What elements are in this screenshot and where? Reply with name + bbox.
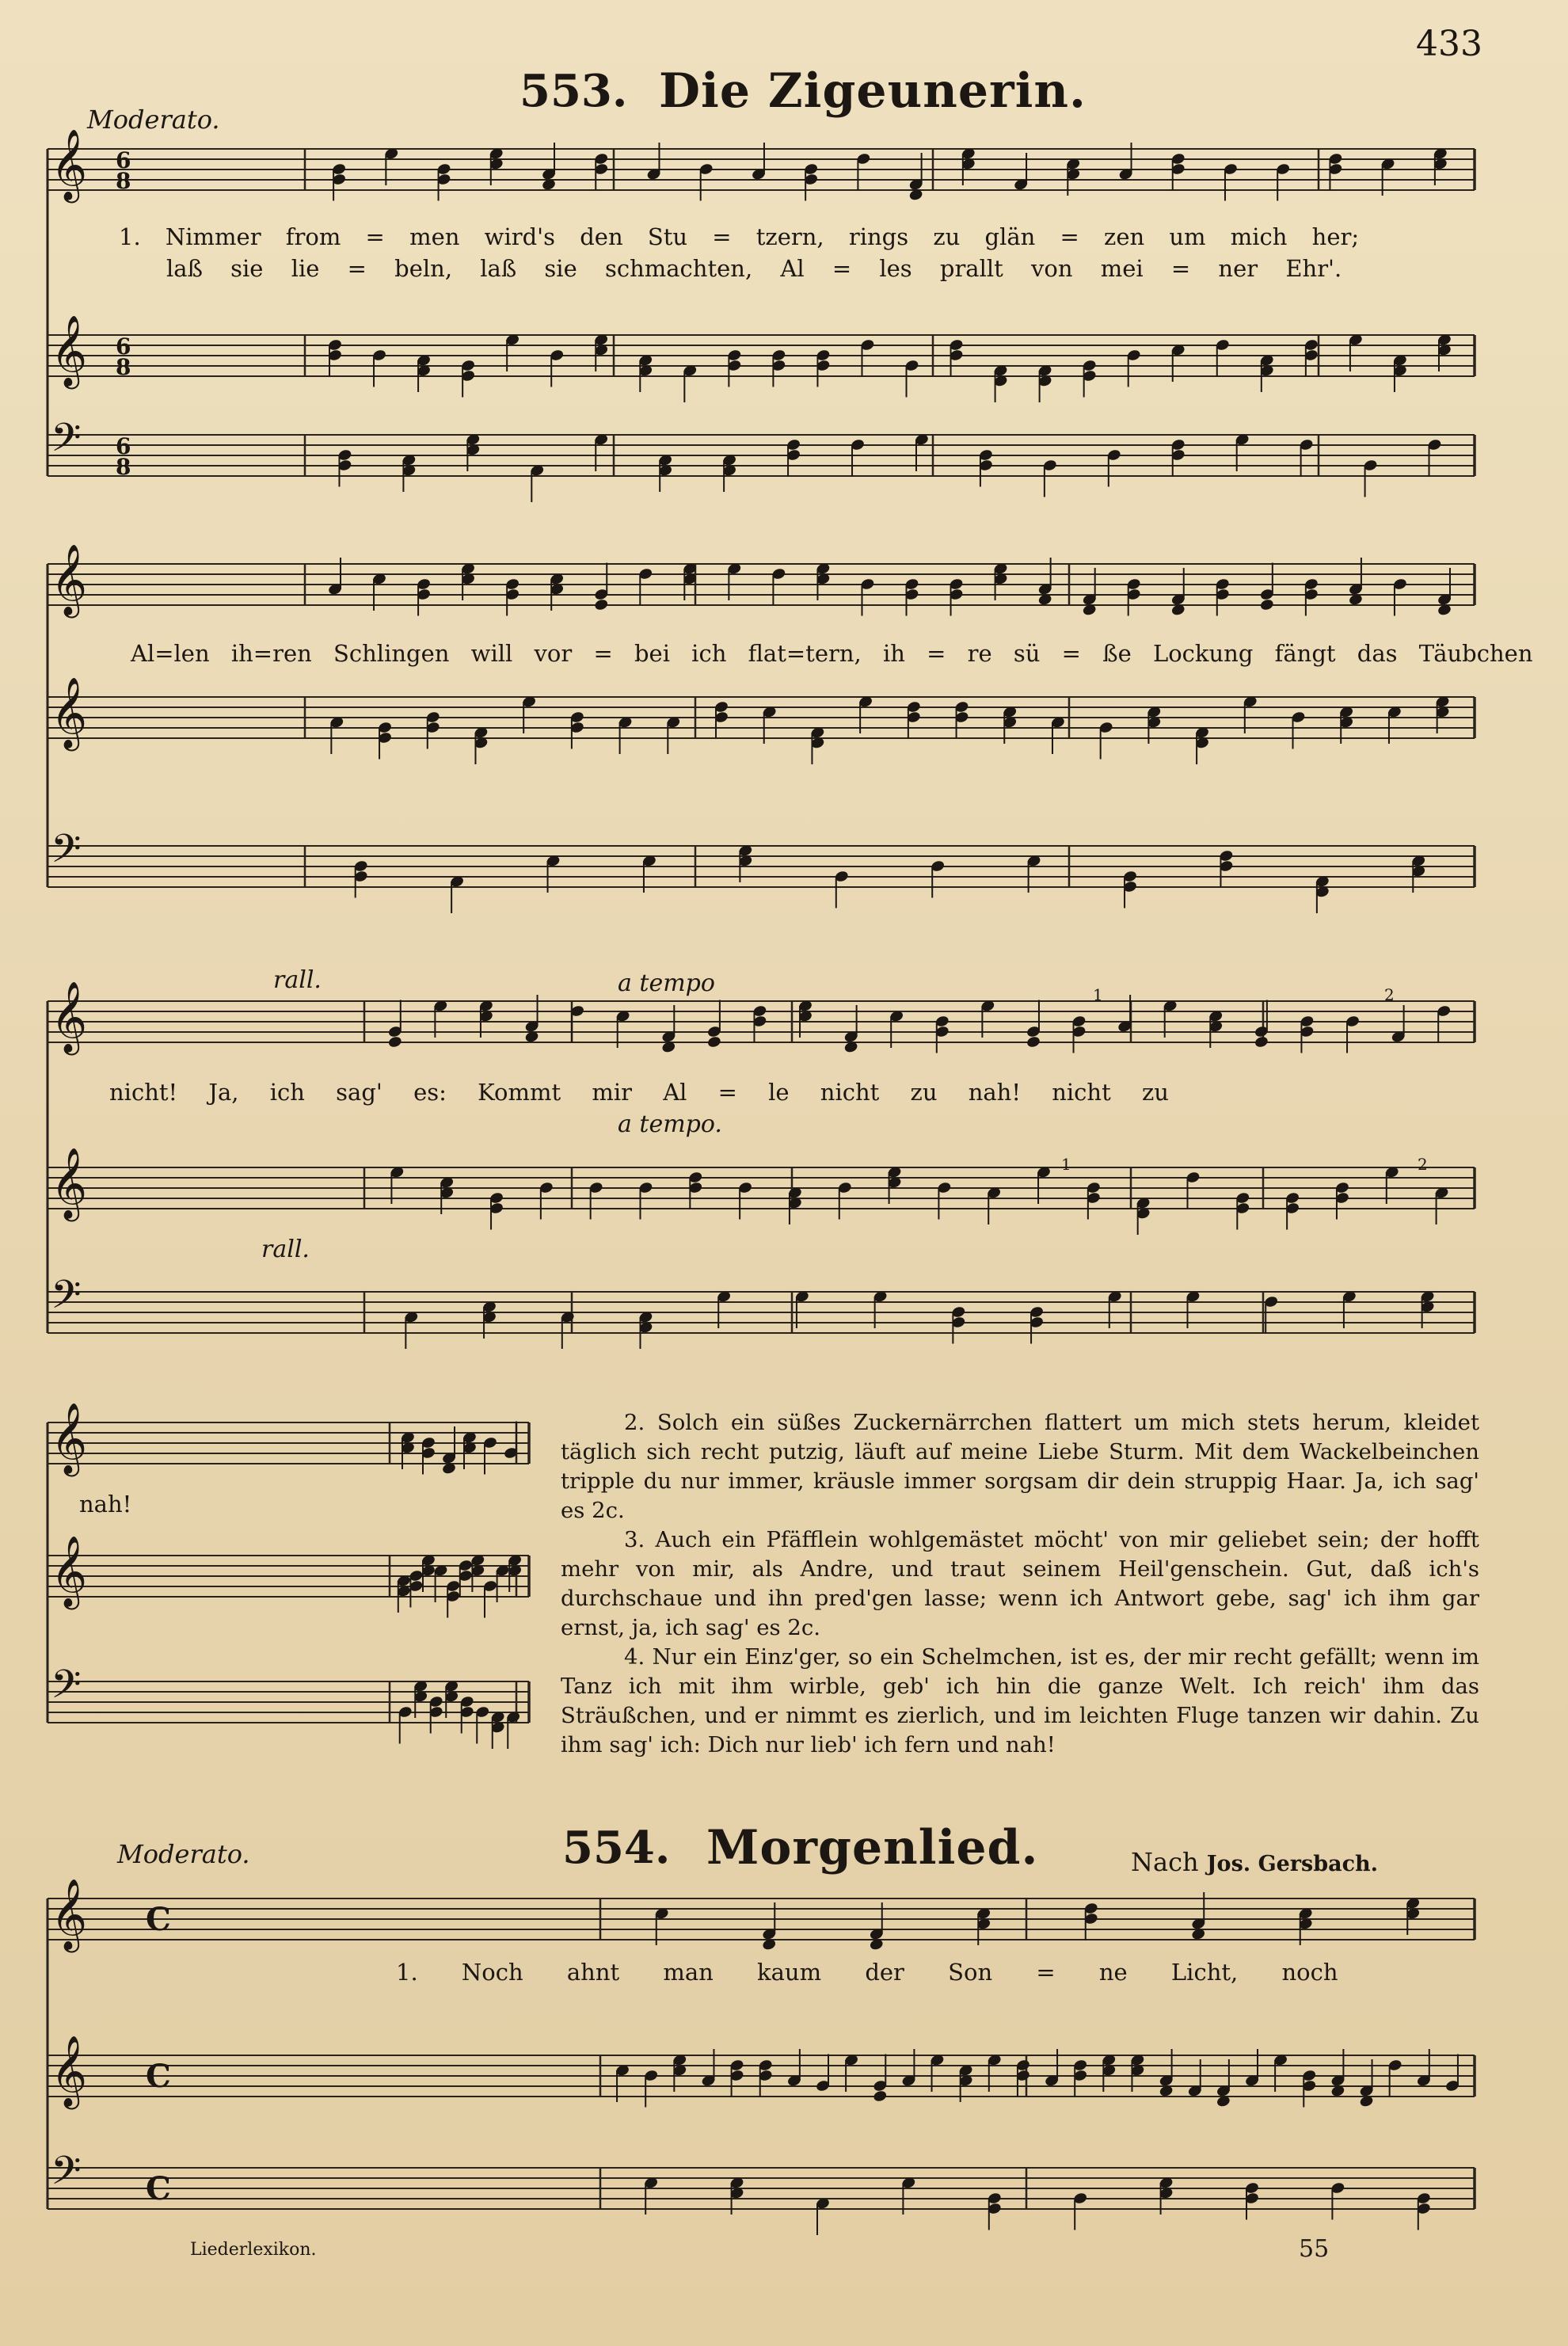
lyrics-text: 1. Nimmer from = men wird's den Stu = tzern, rings zu glän = zen um mich her; — [119, 223, 1360, 250]
song-title-553: Die Zigeunerin. — [659, 63, 1087, 119]
treble-clef-icon: 𝄞 — [51, 1403, 88, 1474]
time-sig-bottom: 8 — [116, 354, 131, 380]
bass-clef-icon: 𝄢 — [51, 1662, 82, 1717]
system-553-4-notes-2 — [398, 1680, 520, 1749]
note-head — [1254, 1036, 1269, 1048]
note-head — [594, 599, 608, 611]
time-sig-bottom: 8 — [116, 168, 131, 194]
verse-2: 2. Solch ein süßes Zuckernärrchen flattert um mich stets herum, kleidet täglich sich recht putzig, läuft auf meine Liebe Sturm. Mit dem Wackelbeinchen tripple du nur immer, kräusle immer sorgsam dir dein struppig Haar. Ja, ich sag' es 2c. — [561, 1410, 1479, 1523]
system-553-2-notes-0 — [328, 558, 1452, 616]
lyrics-553-line3 — [109, 1079, 1169, 1106]
system-553-2-staff-1 — [48, 697, 1475, 738]
common-time-icon: C — [146, 1901, 171, 1938]
system-554-1-staff-2 — [48, 2168, 1475, 2209]
lyrics-text: laß sie lie = beln, laß sie schmachten, Al = les prallt von mei = ner Ehr'. — [166, 255, 1342, 282]
rall-direction-piano: rall. — [261, 1236, 310, 1263]
system-553-4-notes-0 — [401, 1422, 518, 1475]
time-sig-top: 6 — [116, 333, 131, 360]
bass-clef-icon: 𝄢 — [51, 826, 82, 882]
verses-553 — [561, 1408, 1479, 1760]
volta-2-label: 2 — [1384, 985, 1395, 1004]
composer-name: Jos. Gersbach. — [1206, 1852, 1379, 1876]
system-553-1-notes-1 — [328, 333, 1452, 402]
song-number-553: 553. — [519, 65, 628, 117]
treble-clef-icon: 𝄞 — [51, 677, 88, 748]
system-553-2-notes-1 — [329, 695, 1449, 764]
system-553-4-staff-1 — [48, 1556, 529, 1597]
common-time-icon: C — [146, 2170, 171, 2207]
footer-signature: 55 — [1299, 2235, 1330, 2263]
lyrics-553-line4 — [79, 1491, 131, 1518]
system-553-1-notes-2 — [338, 433, 1442, 502]
song-number-554: 554. — [562, 1822, 671, 1874]
volta-1-label: 1 — [1093, 985, 1103, 1004]
treble-clef-icon: 𝄞 — [51, 315, 88, 387]
song-title-554: Morgenlied. — [706, 1820, 1039, 1876]
note-head — [1260, 599, 1274, 611]
a-tempo-direction-piano: a tempo. — [618, 1110, 722, 1138]
lyrics-553-line2 — [131, 640, 1533, 667]
composer-prefix: Nach — [1131, 1847, 1199, 1877]
bass-clef-icon: 𝄢 — [51, 1272, 82, 1327]
note-head — [707, 1036, 721, 1048]
time-sig-top: 6 — [116, 433, 131, 459]
system-553-3-notes-1 — [390, 1166, 1448, 1235]
system-553-1-staff-1 — [48, 335, 1475, 376]
system-553-4-staff-0 — [48, 1422, 529, 1464]
verse-3: 3. Auch ein Pfäfflein wohlgemästet möcht' von mir geliebet sein; der hofft mehr von mir, als Andre, und traut seinem Heil'genschein. Gut, daß ich's durchschaue und ihn pred'gen lasse; wenn ich Antwort gebe, sag' ich ihm gar ernst, ja, ich sag' es 2c. — [561, 1527, 1479, 1640]
system-553-3-staff-2 — [48, 1292, 1475, 1333]
lyrics-554 — [396, 1959, 1338, 1986]
treble-clef-icon: 𝄞 — [51, 1879, 88, 1950]
lyrics-553-line1b — [166, 255, 1342, 282]
treble-clef-icon: 𝄞 — [51, 1536, 88, 1607]
footer-left: Liederlexikon. — [190, 2240, 317, 2260]
treble-clef-icon: 𝄞 — [51, 981, 88, 1053]
system-553-1-notes-0 — [332, 143, 1448, 201]
lyrics-text: Al=len ih=ren Schlingen will vor = bei ich flat=tern, ih = re sü = ße Lockung fängt das Täubchen — [131, 640, 1533, 667]
treble-clef-icon: 𝄞 — [51, 2036, 88, 2107]
system-554-1-staff-0 — [48, 1899, 1475, 1940]
note-head — [873, 2090, 887, 2102]
system-554-1-notes-0 — [655, 1892, 1420, 1951]
composer-credit — [1131, 1847, 1378, 1877]
common-time-icon: C — [146, 2058, 171, 2095]
lyrics-text: nah! — [79, 1491, 132, 1518]
system-553-2-staff-0 — [48, 564, 1475, 605]
time-sig-bottom: 8 — [116, 454, 131, 480]
treble-clef-icon: 𝄞 — [51, 544, 88, 615]
volta-1-label-piano: 1 — [1061, 1155, 1071, 1174]
a-tempo-direction-top: a tempo — [618, 969, 715, 997]
system-553-2-staff-2 — [48, 846, 1475, 887]
treble-clef-icon: 𝄞 — [51, 1148, 88, 1219]
note-head — [388, 1036, 402, 1048]
system-553-3-notes-2 — [404, 1290, 1434, 1349]
tempo-marking-553: Moderato. — [87, 105, 220, 135]
rall-direction-top: rall. — [273, 966, 322, 994]
bass-clef-icon: 𝄢 — [51, 2148, 82, 2203]
treble-clef-icon: 𝄞 — [51, 129, 88, 200]
system-553-3-staff-1 — [48, 1167, 1475, 1209]
page-number: 433 — [1416, 24, 1482, 64]
system-554-1-notes-2 — [644, 2177, 1430, 2235]
system-553-3-notes-0 — [388, 995, 1451, 1053]
system-554-1-notes-1 — [615, 2049, 1460, 2108]
tempo-marking-554: Moderato. — [117, 1839, 250, 1869]
lyrics-text: 1. Noch ahnt man kaum der Son = ne Licht, noch — [396, 1959, 1338, 1986]
time-sig-top: 6 — [116, 147, 131, 173]
bass-clef-icon: 𝄢 — [51, 415, 82, 470]
note-head — [1026, 1036, 1041, 1048]
system-553-2-notes-2 — [354, 844, 1425, 913]
lyrics-553-line1 — [119, 223, 1359, 250]
volta-2-label-piano: 2 — [1418, 1155, 1428, 1174]
system-553-1-staff-2 — [48, 435, 1475, 476]
verse-4: 4. Nur ein Einz'ger, so ein Schelmchen, ist es, der mir recht gefällt; wenn im Tanz ich mit ihm wirble, geb' ich hin die ganze Welt. Ich reich' ihm das Sträußchen, und er nimmt es zierlich, und im leichten Fluge tanzen wir dahin. Zu ihm sag' ich: Dich nur lieb' ich fern und nah! — [561, 1644, 1479, 1758]
lyrics-text: nicht! Ja, ich sag' es: Kommt mir Al = le nicht zu nah! nicht zu — [109, 1079, 1169, 1106]
